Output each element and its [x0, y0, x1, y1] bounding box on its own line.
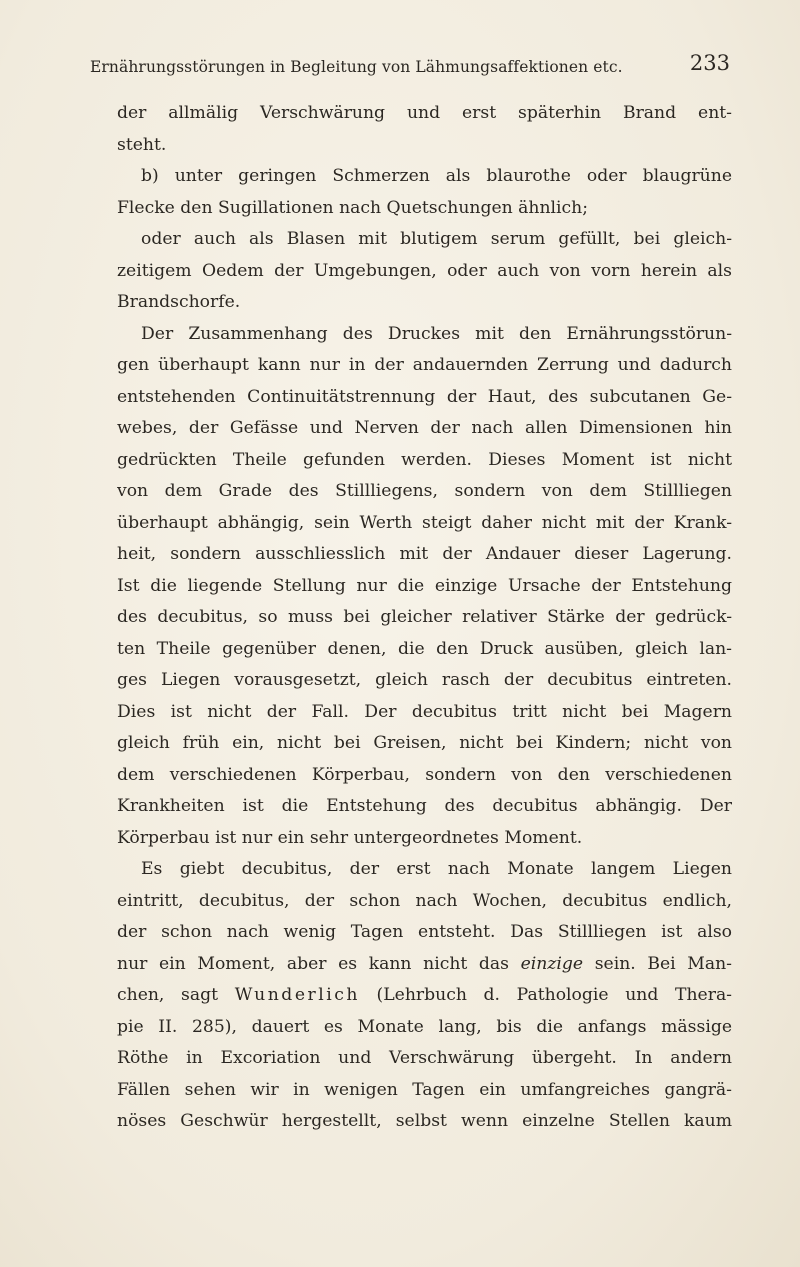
text-line	[117, 1012, 732, 1044]
text-line	[117, 823, 732, 855]
text-line	[117, 350, 732, 382]
running-title: Ernährungsstörungen in Begleitung von Lähmungsaffektionen etc.	[90, 58, 623, 76]
text-segment: entstehenden Continuitätstrennung der Haut, des subcutanen Ge-	[117, 386, 732, 407]
text-line	[117, 949, 732, 981]
text-segment: sein. Bei Man-	[583, 953, 732, 974]
text-segment: ges Liegen vorausgesetzt, gleich rasch der decubitus eintreten.	[117, 670, 732, 690]
author-name: Wunderlich	[234, 985, 360, 1005]
text-line	[117, 791, 732, 823]
text-line	[117, 854, 732, 886]
text-segment: Krankheiten ist die Entstehung des decubitus abhängig. Der	[117, 796, 732, 816]
text-line	[117, 161, 732, 193]
text-line	[117, 445, 732, 477]
text-segment: Fällen sehen wir in wenigen Tagen ein umfangreiches gangrä-	[117, 1079, 732, 1100]
text-segment: Es giebt decubitus, der erst nach Monate langem Liegen	[141, 859, 732, 879]
text-line	[117, 634, 732, 666]
text-line	[117, 980, 732, 1012]
text-line	[117, 1043, 732, 1075]
text-segment: eintritt, decubitus, der schon nach Wochen, decubitus endlich,	[117, 890, 732, 911]
text-line	[117, 319, 732, 351]
text-line	[117, 760, 732, 792]
text-segment: steht.	[117, 134, 167, 155]
text-segment: nur ein Moment, aber es kann nicht das	[117, 953, 521, 974]
text-segment: überhaupt abhängig, sein Werth steigt daher nicht mit der Krank-	[117, 512, 732, 533]
text-segment: nöses Geschwür hergestellt, selbst wenn einzelne Stellen kaum	[117, 1111, 732, 1131]
text-segment: chen, sagt	[117, 985, 235, 1005]
text-line	[117, 508, 732, 540]
text-segment: der schon nach wenig Tagen entsteht. Das Stillliegen ist also	[117, 922, 732, 942]
text-line	[117, 287, 732, 319]
text-line	[117, 1106, 732, 1138]
text-line	[117, 256, 732, 288]
text-segment: zeitigem Oedem der Umgebungen, oder auch von vorn herein als	[117, 260, 732, 281]
text-segment: b) unter geringen Schmerzen als blaurothe oder blaugrüne	[141, 166, 732, 186]
text-line	[117, 413, 732, 445]
text-line	[117, 476, 732, 508]
text-line	[117, 697, 732, 729]
emphasized-word: einzige	[520, 953, 584, 974]
text-segment: oder auch als Blasen mit blutigem serum gefüllt, bei gleich-	[141, 229, 732, 249]
text-segment: Brandschorfe.	[117, 292, 241, 312]
body-text	[117, 98, 732, 1138]
text-line	[117, 224, 732, 256]
text-segment: heit, sondern ausschliesslich mit der Andauer dieser Lagerung.	[117, 544, 732, 564]
text-segment: Flecke den Sugillationen nach Quetschungen ähnlich;	[117, 197, 589, 218]
text-line	[117, 602, 732, 634]
text-segment: pie II. 285), dauert es Monate lang, bis die anfangs mässige	[117, 1016, 732, 1037]
text-line	[117, 665, 732, 697]
text-line	[117, 382, 732, 414]
text-line	[117, 571, 732, 603]
text-line	[117, 193, 732, 225]
text-segment: gleich früh ein, nicht bei Greisen, nicht bei Kindern; nicht von	[117, 733, 732, 753]
text-segment: Ist die liegende Stellung nur die einzige Ursache der Entstehung	[117, 575, 732, 596]
page-header	[90, 50, 730, 84]
text-segment: gedrückten Theile gefunden werden. Dieses Moment ist nicht	[117, 449, 732, 470]
text-segment: gen überhaupt kann nur in der andauernden Zerrung und dadurch	[117, 355, 732, 375]
page-number: 233	[689, 51, 730, 75]
text-segment: Dies ist nicht der Fall. Der decubitus tritt nicht bei Magern	[117, 701, 732, 722]
text-line	[117, 917, 732, 949]
text-segment: Röthe in Excoriation und Verschwärung übergeht. In andern	[117, 1048, 732, 1068]
text-segment: der allmälig Verschwärung und erst späterhin Brand ent-	[117, 103, 732, 123]
text-line	[117, 1075, 732, 1107]
text-segment: (Lehrbuch d. Pathologie und Thera-	[359, 985, 732, 1005]
text-segment: dem verschiedenen Körperbau, sondern von den verschiedenen	[117, 764, 732, 785]
text-segment: Der Zusammenhang des Druckes mit den Ernährungsstörun-	[141, 323, 732, 344]
text-line	[117, 130, 732, 162]
text-segment: Körperbau ist nur ein sehr untergeordnetes Moment.	[117, 827, 583, 848]
text-segment: webes, der Gefässe und Nerven der nach allen Dimensionen hin	[117, 418, 732, 438]
text-line	[117, 539, 732, 571]
text-segment: ten Theile gegenüber denen, die den Druck ausüben, gleich lan-	[117, 638, 732, 659]
text-line	[117, 98, 732, 130]
text-line	[117, 886, 732, 918]
text-segment: des decubitus, so muss bei gleicher relativer Stärke der gedrück-	[117, 607, 732, 627]
text-line	[117, 728, 732, 760]
text-segment: von dem Grade des Stillliegens, sondern von dem Stillliegen	[117, 481, 732, 501]
